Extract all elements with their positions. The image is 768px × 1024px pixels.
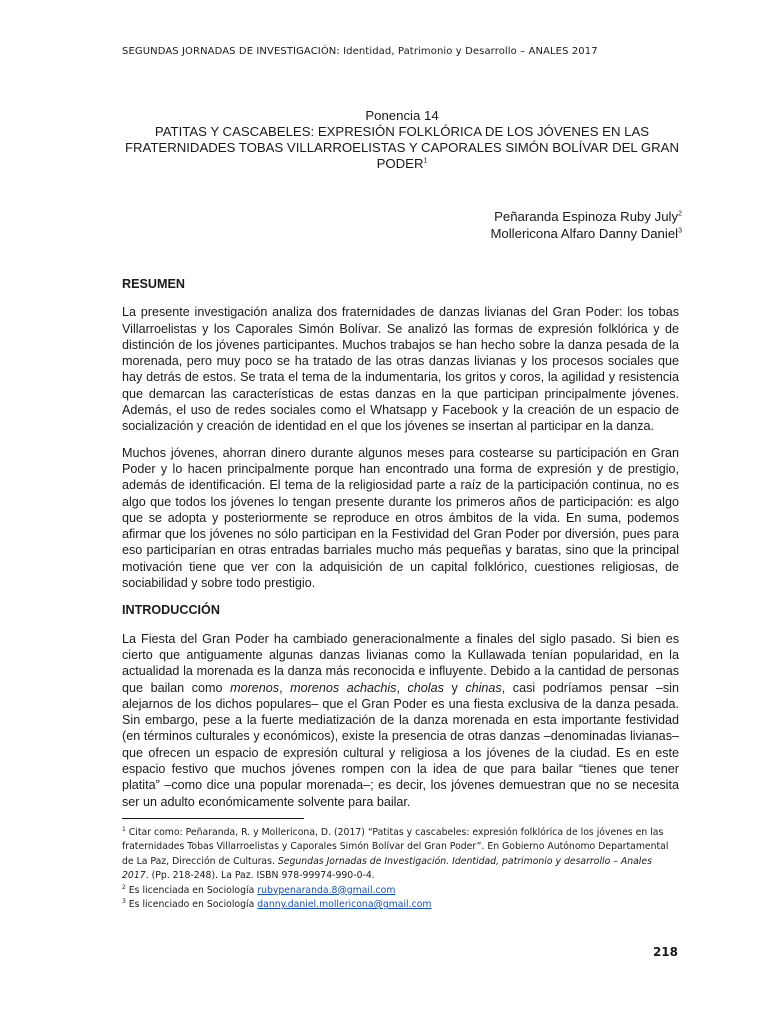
intro-text-b: , casi podríamos pensar –sin alejarnos de los dichos populares– que el Gran Poder es una fiesta exclusiva de la danza pesada. Sin embargo, pese a la fuerte mediatización de la danza morenada en esta importante festividad (en términos culturales y económicos), existe la presencia de otras danzas –denominadas livianas– que ofrecen un espacio de expresión cultural y religiosa a los jóvenes de la ciudad. Es en este espacio festivo que muchos jóvenes rompen con la idea de que para bailar “tienes que tener platita” –como dice una popular morenada–; es decir, los jóvenes demuestran que no se necesita ser un adulto económicamente solvente para bailar. — [122, 680, 679, 809]
resumen-paragraph-1: La presente investigación analiza dos fraternidades de danzas livianas del Gran Poder: los tobas Villarroelistas y los Caporales Simón Bolívar. Se analizó las formas de expresión folklórica y de distinción de los jóvenes participantes. Muchos trabajos se han hecho sobre la danza pesada de la morenada, pero muy poco se ha tratado de las otras danzas livianas y los procesos sociales que hay detrás de estos. Se trata el tema de la indumentaria, los gritos y coros, la agilidad y resistencia que demarcan las características de estas danzas en la que participan principalmente jóvenes. Además, el uso de redes sociales como el Whatsapp y Facebook y la creación de un espacio de socialización y creación de identidad en el que los jóvenes se insertan al participar en la danza. — [122, 305, 679, 434]
resumen-heading: RESUMEN — [122, 277, 185, 291]
footnote-2-email-link[interactable]: rubypenaranda.8@gmail.com — [257, 884, 396, 896]
intro-italic-morenos: morenos — [230, 680, 280, 695]
introduccion-paragraph-1 — [122, 631, 679, 810]
intro-sep-1: , — [279, 680, 291, 695]
footnote-2-number: 2 — [122, 883, 126, 891]
footnote-marker-2: 2 — [678, 210, 682, 218]
footnote-separator — [122, 818, 304, 819]
author-2-name: Mollericona Alfaro Danny Daniel — [490, 226, 679, 241]
author-list — [490, 208, 682, 242]
footnote-1-text-a: Citar como: Peñaranda, R. y Mollericona, D. (2017) “Patitas y cascabeles: expresión folklórica de los jóvenes en las fraternidades Tobas Villarroelistas y Caporales Simón Bolívar del Gran Poder”. En Gobierno Autónomo Departamental de La Paz, Dirección de Culturas. — [122, 827, 669, 867]
footnote-3-text: Es licenciado en Sociología — [128, 899, 258, 911]
intro-italic-chinas: chinas — [465, 680, 502, 695]
author-1-name: Peñaranda Espinoza Ruby July — [494, 209, 679, 224]
intro-text-a: La Fiesta del Gran Poder ha cambiado generacionalmente a finales del siglo pasado. Si bien es cierto que antiguamente algunas danzas livianas como la Kullawada tenían popularidad, en la actualidad la morenada es la danza más reconocida e influyente. Debido a la cantidad de personas que bailan como — [122, 631, 679, 695]
title-line-3-text: PODER — [376, 156, 424, 171]
title-line-2: FRATERNIDADES TOBAS VILLARROELISTAS Y CAPORALES SIMÓN BOLÍVAR DEL GRAN — [124, 140, 680, 155]
footnote-2-text: Es licenciada en Sociología — [128, 884, 258, 896]
footnote-1-text-b: . (Pp. 218-248). La Paz. ISBN 978-99974-990-0-4. — [145, 870, 375, 882]
footnote-3-number: 3 — [122, 897, 126, 905]
footnote-3 — [122, 898, 679, 912]
footnote-marker-3: 3 — [678, 227, 682, 235]
running-header: SEGUNDAS JORNADAS DE INVESTIGACIÓN: Identidad, Patrimonio y Desarrollo – ANALES 2017 — [122, 46, 598, 57]
intro-sep-2: , — [396, 680, 408, 695]
author-2 — [490, 225, 682, 242]
title-line-3 — [122, 156, 682, 172]
author-1 — [490, 208, 682, 225]
intro-italic-cholas: cholas — [407, 680, 444, 695]
intro-sep-3: y — [443, 680, 466, 695]
ponencia-label: Ponencia 14 — [365, 108, 439, 123]
page-number: 218 — [652, 945, 678, 959]
footnote-1 — [122, 826, 679, 884]
footnote-1-number: 1 — [122, 825, 126, 833]
paper-title-block — [122, 108, 682, 172]
resumen-paragraph-2: Muchos jóvenes, ahorran dinero durante algunos meses para costearse su participación en Gran Poder y lo hacen principalmente porque han encontrado una forma de expresión y de prestigio, además de identificación. El tema de la religiosidad parte a raíz de la participación continua, no es algo que todos los jóvenes lo tengan presente durante los primeros años de participación: es algo que se adopta y posteriormente se reproduce en otros ámbitos de la vida. En suma, podemos afirmar que los jóvenes no sólo participan en la Festividad del Gran Poder por diversión, pues para eso participarían en otras entradas barriales mucho más pequeñas y baratas, sino que la principal motivación tiene que ver con la adquisición de un capital folklórico, cuestiones religiosas, de sociabilidad y sobre todo prestigio. — [122, 445, 679, 591]
footnotes — [122, 826, 679, 912]
intro-italic-morenos-achachis: morenos achachis — [290, 680, 397, 695]
footnote-marker-1: 1 — [423, 157, 428, 165]
title-line-1: PATITAS Y CASCABELES: EXPRESIÓN FOLKLÓRICA DE LOS JÓVENES EN LAS — [154, 124, 650, 139]
main-body — [122, 276, 679, 821]
footnote-3-email-link[interactable]: danny.daniel.mollericona@gmail.com — [257, 899, 432, 911]
footnote-2 — [122, 884, 679, 898]
introduccion-heading: INTRODUCCIÓN — [122, 603, 220, 618]
footnote-1-italic: Segundas Jornadas de Investigación. Identidad, patrimonio y desarrollo – Anales 2017 — [122, 855, 652, 882]
